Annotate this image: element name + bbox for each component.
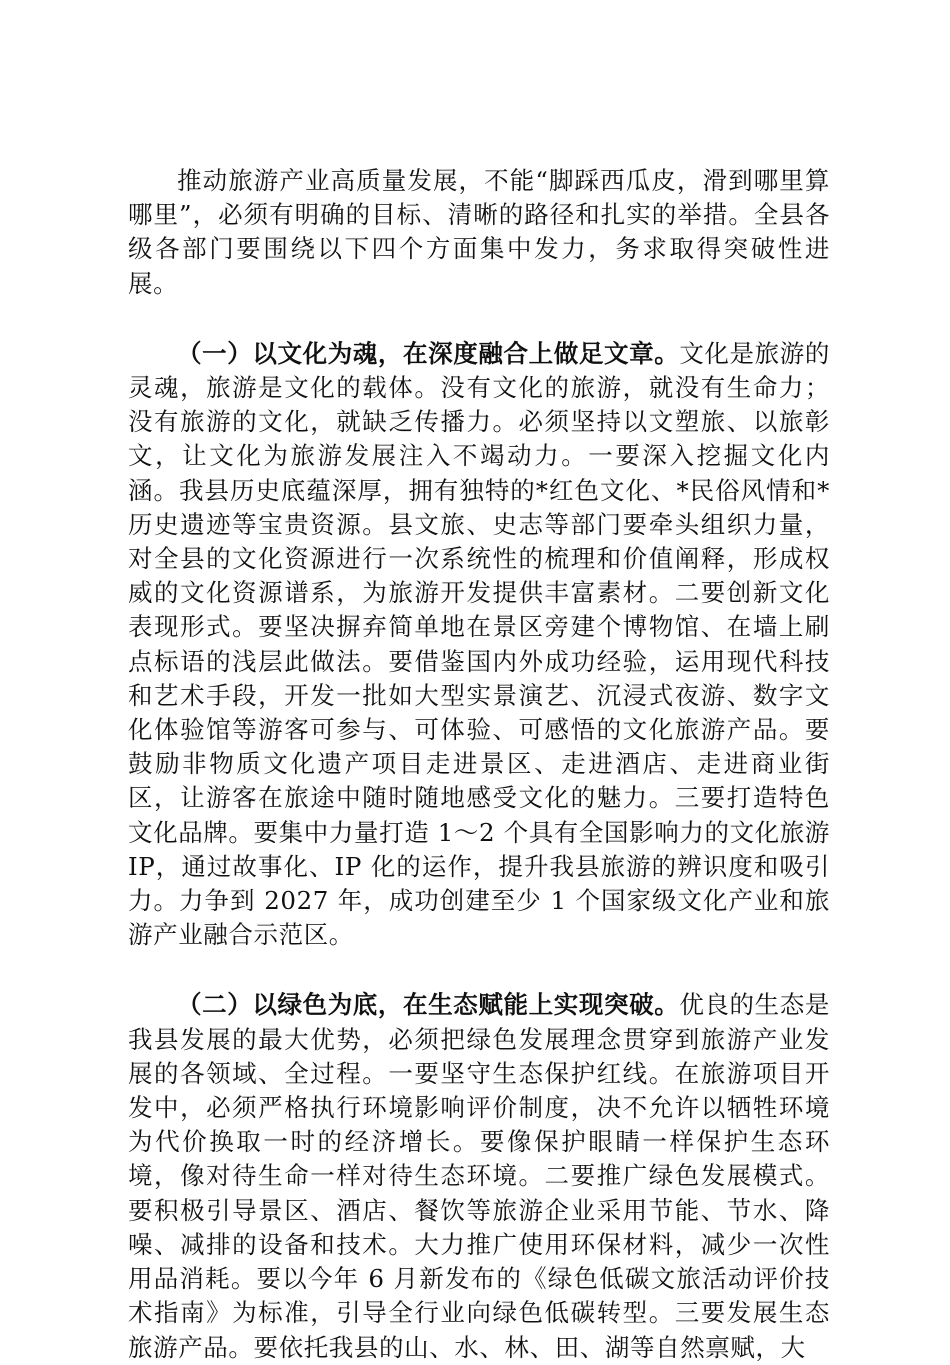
paragraph-text: 推动旅游产业高质量发展，不能“脚踩西瓜皮，滑到哪里算哪里”，必须有明确的目标、清晰的路径和扎实的举措。全县各级各部门要围绕以下四个方面集中发力，务求取得突破性进展。 [128,166,830,298]
section-two-heading: （二）以绿色为底，在生态赋能上实现突破。 [177,990,680,1020]
section-one-paragraph [128,337,830,953]
section-one-text: 文化是旅游的灵魂，旅游是文化的载体。没有文化的旅游，就没有生命力；没有旅游的文化，就缺乏传播力。必须坚持以文塑旅、以旅彰文，让文化为旅游发展注入不竭动力。一要深入挖掘文化内涵。我县历史底蕴深厚，拥有独特的*红色文化、*民俗风情和*历史遗迹等宝贵资源。县文旅、史志等部门要牵头组织力量，对全县的文化资源进行一次系统性的梳理和价值阐释，形成权威的文化资源谱系，为旅游开发提供丰富素材。二要创新文化表现形式。要坚决摒弃简单地在景区旁建个博物馆、在墙上刷点标语的浅层此做法。要借鉴国内外成功经验，运用现代科技和艺术手段，开发一批如大型实景演艺、沉浸式夜游、数字文化体验馆等游客可参与、可体验、可感悟的文化旅游产品。要鼓励非物质文化遗产项目走进景区、走进酒店、走进商业街区，让游客在旅途中随时随地感受文化的魅力。三要打造特色文化品牌。要集中力量打造 1～2 个具有全国影响力的文化旅游 IP，通过故事化、IP 化的运作，提升我县旅游的辨识度和吸引力。力争到 2027 年，成功创建至少 1 个国家级文化产业和旅游产业融合示范区。 [128,338,830,950]
document-body [128,164,830,1365]
intro-paragraph [128,164,830,301]
section-two-paragraph [128,988,830,1364]
section-two-text: 优良的生态是我县发展的最大优势，必须把绿色发展理念贯穿到旅游产业发展的各领域、全过程。一要坚守生态保护红线。在旅游项目开发中，必须严格执行环境影响评价制度，决不允许以牺牲环境为代价换取一时的经济增长。要像保护眼睛一样保护生态环境，像对待生命一样对待生态环境。二要推广绿色发展模式。要积极引导景区、酒店、餐饮等旅游企业采用节能、节水、降噪、减排的设备和技术。大力推广使用环保材料，减少一次性用品消耗。要以今年 6 月新发布的《绿色低碳文旅活动评价技术指南》为标准，引导全行业向绿色低碳转型。三要发展生态旅游产品。要依托我县的山、水、林、田、湖等自然禀赋，大 [128,990,830,1362]
section-one-heading: （一）以文化为魂，在深度融合上做足文章。 [177,338,680,368]
